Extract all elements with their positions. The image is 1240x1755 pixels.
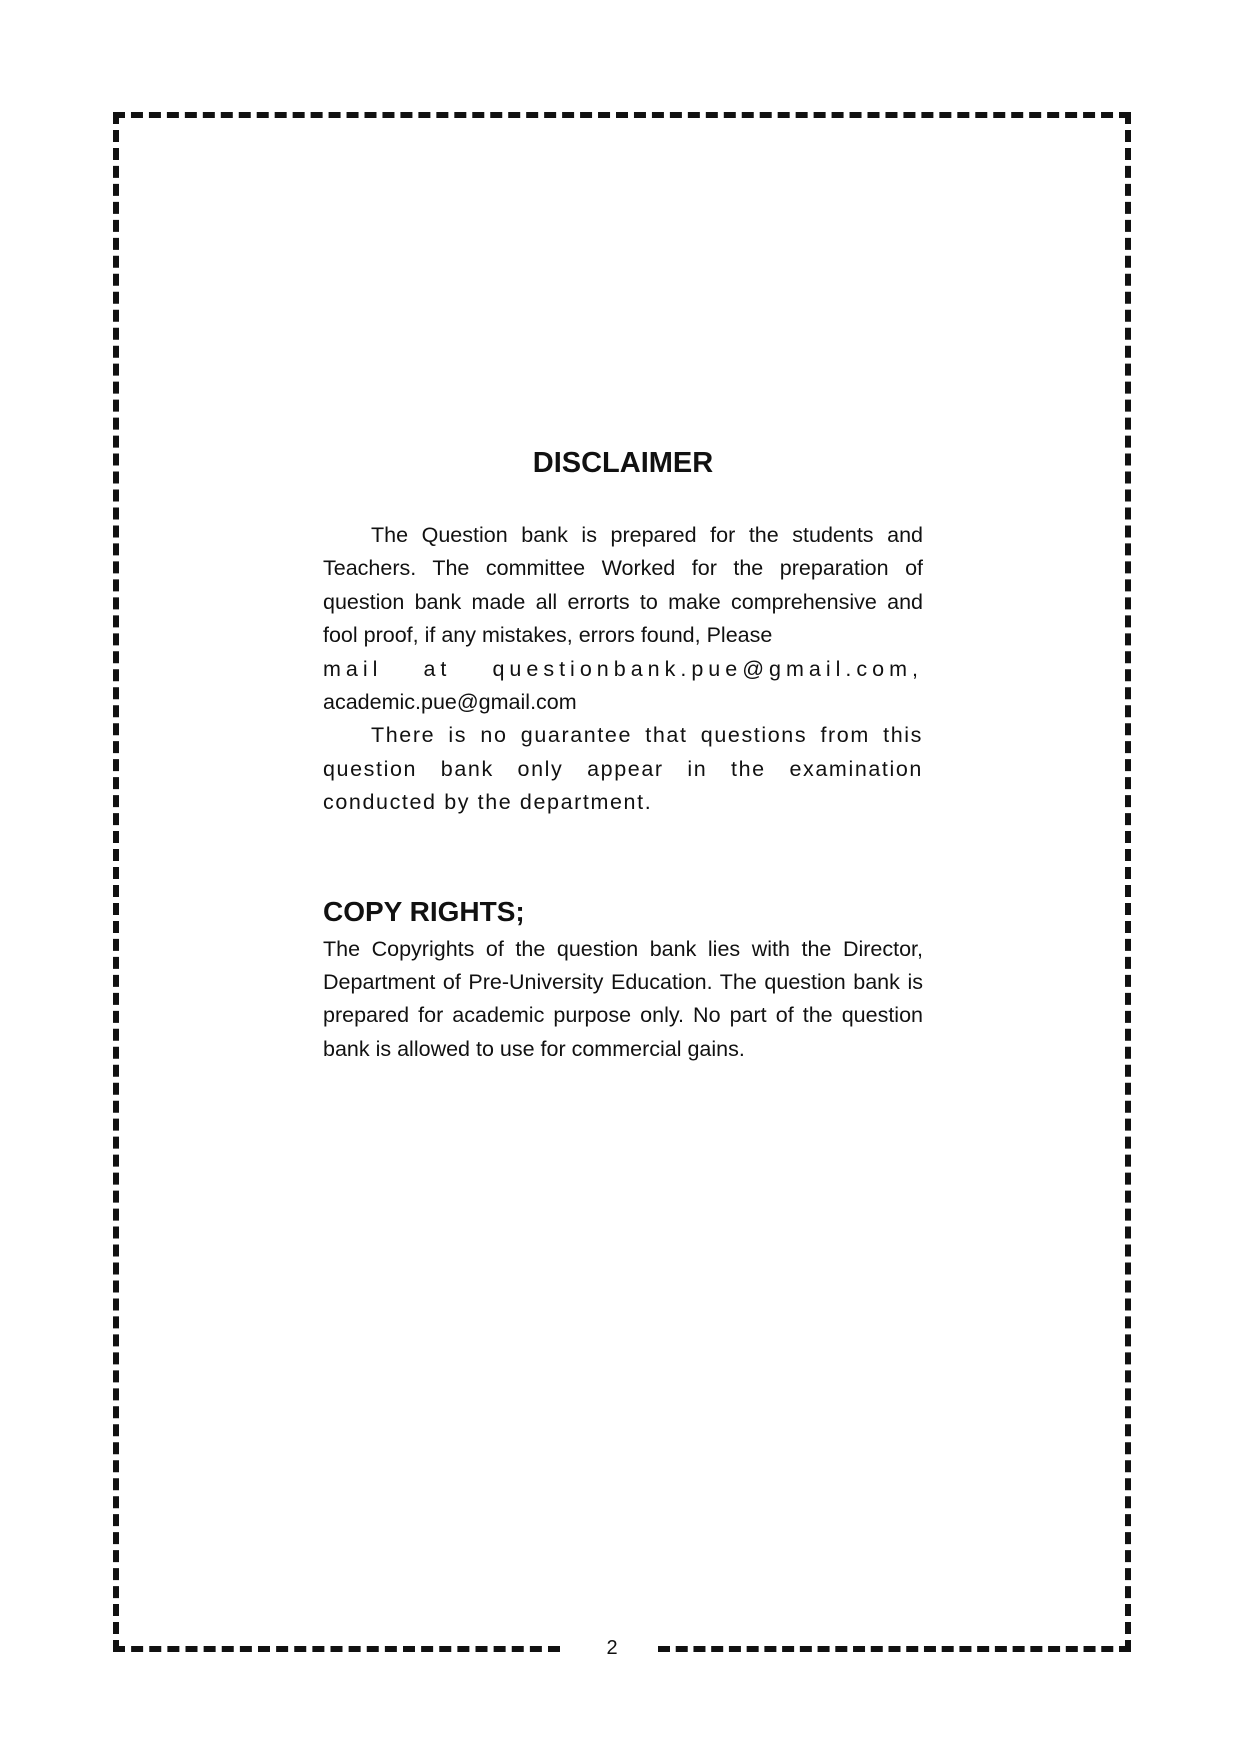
- copyrights-heading: COPY RIGHTS;: [323, 895, 525, 927]
- page-number: 2: [606, 1637, 618, 1659]
- frame-border-top: [113, 112, 1131, 118]
- disclaimer-paragraph-1: The Question bank is prepared for the students and Teachers. The committee Worked for the preparation of question bank made all errorts to make comprehensive and fool proof, if any mistakes, errors found, Please: [323, 523, 923, 648]
- disclaimer-paragraph-2: There is no guarantee that questions from this question bank only appear in the examination conducted by the department.: [323, 723, 923, 815]
- email-questionbank[interactable]: questionbank.pue@gmail.com,: [492, 656, 923, 681]
- mail-word: mail: [323, 656, 383, 681]
- disclaimer-title: DISCLAIMER: [532, 447, 714, 479]
- frame-border-right: [1125, 112, 1131, 1652]
- email-line: [323, 653, 923, 686]
- frame-border-left: [113, 112, 119, 1652]
- at-word: at: [423, 656, 452, 681]
- copyrights-paragraph: The Copyrights of the question bank lies with the Director, Department of Pre-University Education. The question bank is prepared for academic purpose only. No part of the question bank is allowed to use for commercial gains.: [323, 936, 923, 1061]
- frame-border-bottom-right: [658, 1646, 1131, 1652]
- email-academic[interactable]: academic.pue@gmail.com: [323, 690, 577, 715]
- frame-border-bottom-left: [113, 1646, 560, 1652]
- page-content: [323, 445, 923, 1066]
